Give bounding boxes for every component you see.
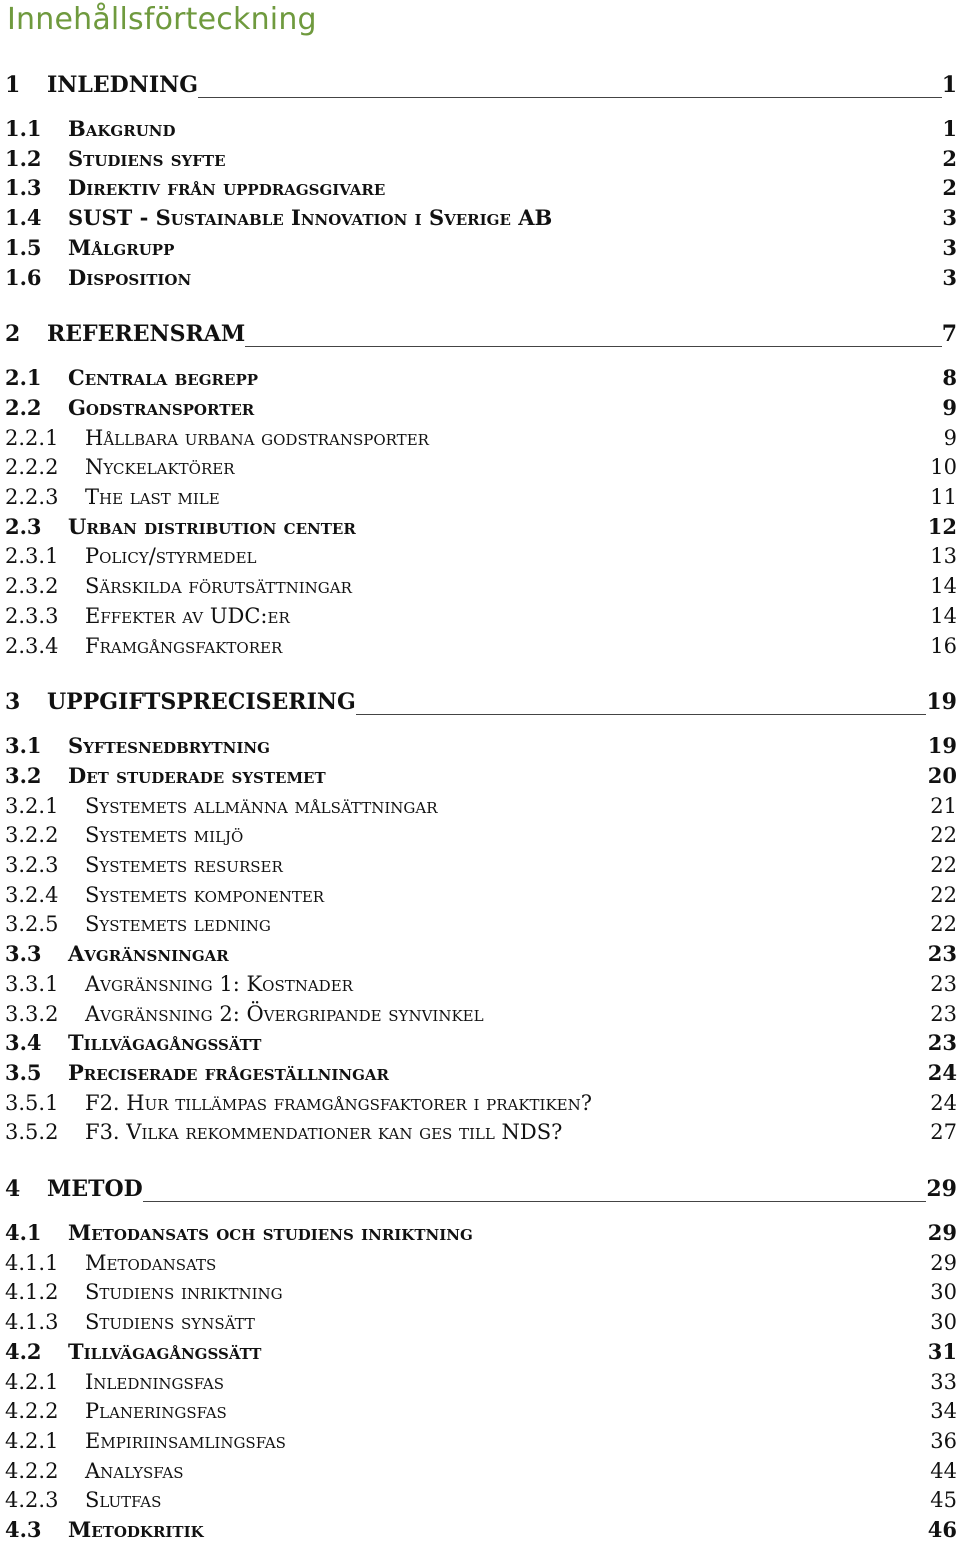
entry-page: 44 bbox=[930, 1458, 957, 1483]
entry-page: 1 bbox=[942, 116, 957, 141]
entry-page: 19 bbox=[926, 687, 957, 720]
entry-number: 3.1 bbox=[5, 733, 42, 759]
entry-label: SUST - Sustainable Innovation i Sverige AB bbox=[68, 205, 553, 231]
toc-entry-3-5[interactable] bbox=[0, 1058, 960, 1088]
entry-page: 22 bbox=[930, 882, 957, 907]
entry-label: Avgränsning 1: Kostnader bbox=[85, 971, 353, 996]
entry-label: Disposition bbox=[68, 264, 192, 290]
entry-page: 22 bbox=[930, 823, 957, 848]
entry-page: 46 bbox=[927, 1517, 957, 1542]
entry-label: Syftesnedbrytning bbox=[68, 733, 270, 759]
entry-page: 3 bbox=[942, 205, 957, 231]
entry-page: 11 bbox=[930, 485, 957, 509]
toc-entry-1-4[interactable] bbox=[0, 203, 960, 233]
entry-page: 1 bbox=[942, 70, 957, 103]
toc-entry-2-2-3[interactable] bbox=[0, 482, 960, 512]
entry-number: 3.2.3 bbox=[5, 853, 59, 877]
entry-label: Empiriinsamlingsfas bbox=[85, 1428, 286, 1453]
entry-label: Metodkritik bbox=[68, 1517, 204, 1542]
entry-page: 29 bbox=[930, 1250, 957, 1275]
entry-number: 2.3.1 bbox=[5, 544, 59, 569]
entry-number: 1.4 bbox=[5, 205, 42, 231]
toc-entry-3-3-1[interactable] bbox=[0, 969, 960, 999]
toc-entry-4-2-2[interactable] bbox=[0, 1456, 960, 1486]
heading-rule bbox=[47, 1201, 957, 1202]
entry-number: 3.3 bbox=[5, 941, 42, 967]
entry-number: 2.2.3 bbox=[5, 485, 59, 509]
entry-label: Inledningsfas bbox=[85, 1369, 225, 1394]
entry-number: 1.6 bbox=[5, 264, 42, 290]
entry-label: Tillvägagångssätt bbox=[68, 1030, 262, 1056]
entry-number: 4.2.3 bbox=[5, 1488, 59, 1513]
toc-entry-1-1[interactable] bbox=[0, 114, 960, 144]
entry-page: 30 bbox=[930, 1280, 957, 1305]
entry-page: 33 bbox=[930, 1369, 957, 1394]
entry-page: 23 bbox=[930, 1001, 957, 1026]
entry-number: 2.2 bbox=[5, 394, 42, 420]
entry-label: Avgränsning 2: Övergripande synvinkel bbox=[85, 1001, 484, 1026]
toc-entry-3-1[interactable] bbox=[0, 731, 960, 761]
entry-number: 2.3 bbox=[5, 513, 42, 539]
entry-number: 3 bbox=[5, 689, 21, 716]
entry-label: Godstransporter bbox=[68, 394, 255, 420]
entry-number: 2.2.2 bbox=[5, 455, 59, 480]
entry-page: 2 bbox=[942, 145, 957, 171]
toc-entry-3-2-1[interactable] bbox=[0, 791, 960, 821]
entry-page: 12 bbox=[927, 513, 957, 539]
toc-entry-1-2[interactable] bbox=[0, 144, 960, 174]
entry-number: 2.3.3 bbox=[5, 603, 59, 628]
entry-page: 22 bbox=[930, 853, 957, 877]
entry-page: 14 bbox=[930, 574, 957, 599]
entry-page: 10 bbox=[930, 455, 957, 480]
entry-number: 4.2 bbox=[5, 1338, 42, 1364]
entry-label: Slutfas bbox=[85, 1488, 162, 1513]
toc-entry-3-5-2[interactable] bbox=[0, 1117, 960, 1147]
entry-number: 3.2.5 bbox=[5, 912, 59, 937]
entry-number: 4.2.1 bbox=[5, 1428, 59, 1453]
entry-page: 30 bbox=[930, 1310, 957, 1335]
entry-label: Metodansats bbox=[85, 1250, 217, 1275]
entry-label: Systemets ledning bbox=[85, 912, 271, 937]
entry-page: 13 bbox=[930, 544, 957, 569]
toc-entry-2-2-2[interactable] bbox=[0, 452, 960, 482]
toc-entry-2-3-2[interactable] bbox=[0, 571, 960, 601]
entry-page: 7 bbox=[942, 319, 957, 352]
toc-entry-2-2[interactable] bbox=[0, 393, 960, 423]
entry-label: REFERENSRAM bbox=[47, 319, 245, 352]
entry-page: 3 bbox=[942, 234, 957, 260]
toc-entry-3-3[interactable] bbox=[0, 939, 960, 969]
toc-entry-3-2-3[interactable] bbox=[0, 850, 960, 880]
entry-label: Metodansats och studiens inriktning bbox=[68, 1220, 473, 1245]
toc-entry-3-3-2[interactable] bbox=[0, 999, 960, 1029]
entry-label: Effekter av UDC:er bbox=[85, 603, 290, 628]
toc-entry-4-2-1[interactable] bbox=[0, 1426, 960, 1456]
entry-label: Systemets miljö bbox=[85, 823, 244, 848]
entry-page: 2 bbox=[942, 175, 957, 201]
entry-number: 3.2 bbox=[5, 762, 42, 788]
toc-entry-4-2[interactable] bbox=[0, 1337, 960, 1367]
entry-number: 3.5.2 bbox=[5, 1120, 59, 1145]
toc-entry-3[interactable] bbox=[0, 687, 960, 717]
entry-number: 4.2.2 bbox=[5, 1458, 59, 1483]
entry-page: 9 bbox=[943, 425, 957, 450]
entry-label: Särskilda förutsättningar bbox=[85, 574, 352, 599]
entry-page: 29 bbox=[927, 1220, 957, 1245]
entry-number: 4.1 bbox=[5, 1220, 42, 1245]
entry-label: F2. Hur tillämpas framgångsfaktorer i praktiken? bbox=[85, 1090, 592, 1115]
entry-number: 4.1.1 bbox=[5, 1250, 59, 1275]
page-title: Innehållsförteckning bbox=[7, 2, 317, 37]
entry-page: 24 bbox=[927, 1059, 957, 1085]
entry-number: 3.2.4 bbox=[5, 882, 59, 907]
entry-number: 3.3.1 bbox=[5, 971, 59, 996]
entry-number: 1 bbox=[5, 72, 21, 98]
entry-number: 3.3.2 bbox=[5, 1001, 59, 1026]
entry-page: 31 bbox=[927, 1338, 957, 1364]
entry-label: UPPGIFTSPRECISERING bbox=[47, 687, 356, 720]
toc-entry-2-3-4[interactable] bbox=[0, 631, 960, 661]
toc-entry-3-2-4[interactable] bbox=[0, 880, 960, 910]
toc-entry-4-1[interactable] bbox=[0, 1218, 960, 1248]
entry-label: Urban distribution center bbox=[68, 513, 356, 539]
entry-number: 4.1.3 bbox=[5, 1310, 59, 1335]
entry-label: Planeringsfas bbox=[85, 1399, 227, 1424]
entry-number: 3.5 bbox=[5, 1059, 42, 1085]
entry-page: 20 bbox=[927, 762, 957, 788]
entry-label: Tillvägagångssätt bbox=[68, 1338, 262, 1364]
toc-entry-2-3[interactable] bbox=[0, 512, 960, 542]
toc-entry-4-3[interactable] bbox=[0, 1515, 960, 1545]
entry-page: 36 bbox=[930, 1428, 957, 1453]
entry-page: 34 bbox=[930, 1399, 957, 1424]
toc-entry-3-2-5[interactable] bbox=[0, 909, 960, 939]
entry-label: Studiens syfte bbox=[68, 145, 226, 171]
entry-number: 3.2.1 bbox=[5, 793, 59, 818]
entry-page: 14 bbox=[930, 603, 957, 628]
entry-number: 4.2.1 bbox=[5, 1369, 59, 1394]
entry-number: 4.3 bbox=[5, 1517, 42, 1542]
entry-label: Målgrupp bbox=[68, 234, 175, 260]
entry-label: Preciserade frågeställningar bbox=[68, 1059, 390, 1085]
entry-number: 1.1 bbox=[5, 116, 42, 141]
toc-entry-2[interactable] bbox=[0, 319, 960, 349]
toc-entry-4-2-2[interactable] bbox=[0, 1396, 960, 1426]
toc-entry-1-6[interactable] bbox=[0, 263, 960, 293]
entry-number: 3.4 bbox=[5, 1030, 42, 1056]
entry-label: Policy/styrmedel bbox=[85, 544, 257, 569]
entry-page: 21 bbox=[930, 793, 957, 818]
toc-entry-3-4[interactable] bbox=[0, 1028, 960, 1058]
entry-number: 4.1.2 bbox=[5, 1280, 59, 1305]
entry-page: 29 bbox=[926, 1174, 957, 1207]
entry-label: Det studerade systemet bbox=[68, 762, 326, 788]
entry-page: 16 bbox=[930, 633, 957, 658]
toc-entry-4-1-2[interactable] bbox=[0, 1277, 960, 1307]
toc-entry-3-5-1[interactable] bbox=[0, 1088, 960, 1118]
toc-entry-4[interactable] bbox=[0, 1174, 960, 1204]
entry-page: 23 bbox=[930, 971, 957, 996]
entry-label: Bakgrund bbox=[68, 116, 176, 141]
entry-page: 8 bbox=[942, 365, 957, 391]
entry-number: 2.3.4 bbox=[5, 633, 59, 658]
entry-label: Studiens synsätt bbox=[85, 1310, 255, 1335]
toc-entry-3-2[interactable] bbox=[0, 761, 960, 791]
entry-page: 3 bbox=[942, 264, 957, 290]
entry-page: 24 bbox=[930, 1090, 957, 1115]
entry-label: INLEDNING bbox=[47, 70, 198, 103]
entry-number: 1.2 bbox=[5, 145, 42, 171]
entry-label: Centrala begrepp bbox=[68, 365, 258, 391]
toc-entry-2-2-1[interactable] bbox=[0, 423, 960, 453]
entry-page: 45 bbox=[930, 1488, 957, 1513]
entry-page: 9 bbox=[942, 394, 957, 420]
entry-page: 27 bbox=[930, 1120, 957, 1145]
toc-entry-1[interactable] bbox=[0, 70, 960, 100]
toc-entry-4-1-1[interactable] bbox=[0, 1248, 960, 1278]
entry-number: 3.5.1 bbox=[5, 1090, 59, 1115]
toc-entry-4-2-1[interactable] bbox=[0, 1367, 960, 1397]
entry-label: Systemets allmänna målsättningar bbox=[85, 793, 438, 818]
entry-label: Framgångsfaktorer bbox=[85, 633, 283, 658]
entry-page: 23 bbox=[927, 1030, 957, 1056]
entry-number: 2 bbox=[5, 321, 21, 348]
entry-label: Nyckelaktörer bbox=[85, 455, 235, 480]
entry-page: 22 bbox=[930, 912, 957, 937]
entry-label: Systemets resurser bbox=[85, 853, 283, 877]
toc-entry-2-3-1[interactable] bbox=[0, 541, 960, 571]
toc-entry-4-1-3[interactable] bbox=[0, 1307, 960, 1337]
entry-label: Hållbara urbana godstransporter bbox=[85, 425, 429, 450]
entry-number: 2.3.2 bbox=[5, 574, 59, 599]
entry-page: 19 bbox=[927, 733, 957, 759]
entry-page: 23 bbox=[927, 941, 957, 967]
entry-label: Studiens inriktning bbox=[85, 1280, 283, 1305]
entry-label: Avgränsningar bbox=[68, 941, 229, 967]
toc-entry-2-3-3[interactable] bbox=[0, 601, 960, 631]
toc-entry-1-5[interactable] bbox=[0, 233, 960, 263]
entry-label: Analysfas bbox=[85, 1458, 184, 1483]
entry-label: The last mile bbox=[85, 485, 220, 509]
entry-number: 1.3 bbox=[5, 175, 42, 201]
entry-number: 3.2.2 bbox=[5, 823, 59, 848]
toc-entry-1-3[interactable] bbox=[0, 173, 960, 203]
entry-number: 1.5 bbox=[5, 234, 42, 260]
entry-number: 2.2.1 bbox=[5, 425, 59, 450]
entry-number: 4.2.2 bbox=[5, 1399, 59, 1424]
entry-number: 2.1 bbox=[5, 365, 42, 391]
entry-label: METOD bbox=[47, 1174, 143, 1207]
toc-entry-4-2-3[interactable] bbox=[0, 1485, 960, 1515]
entry-label: Systemets komponenter bbox=[85, 882, 325, 907]
toc-entry-2-1[interactable] bbox=[0, 363, 960, 393]
entry-label: Direktiv från uppdragsgivare bbox=[68, 175, 386, 201]
entry-label: F3. Vilka rekommendationer kan ges till NDS? bbox=[85, 1120, 563, 1145]
toc-entry-3-2-2[interactable] bbox=[0, 820, 960, 850]
entry-number: 4 bbox=[5, 1176, 21, 1202]
